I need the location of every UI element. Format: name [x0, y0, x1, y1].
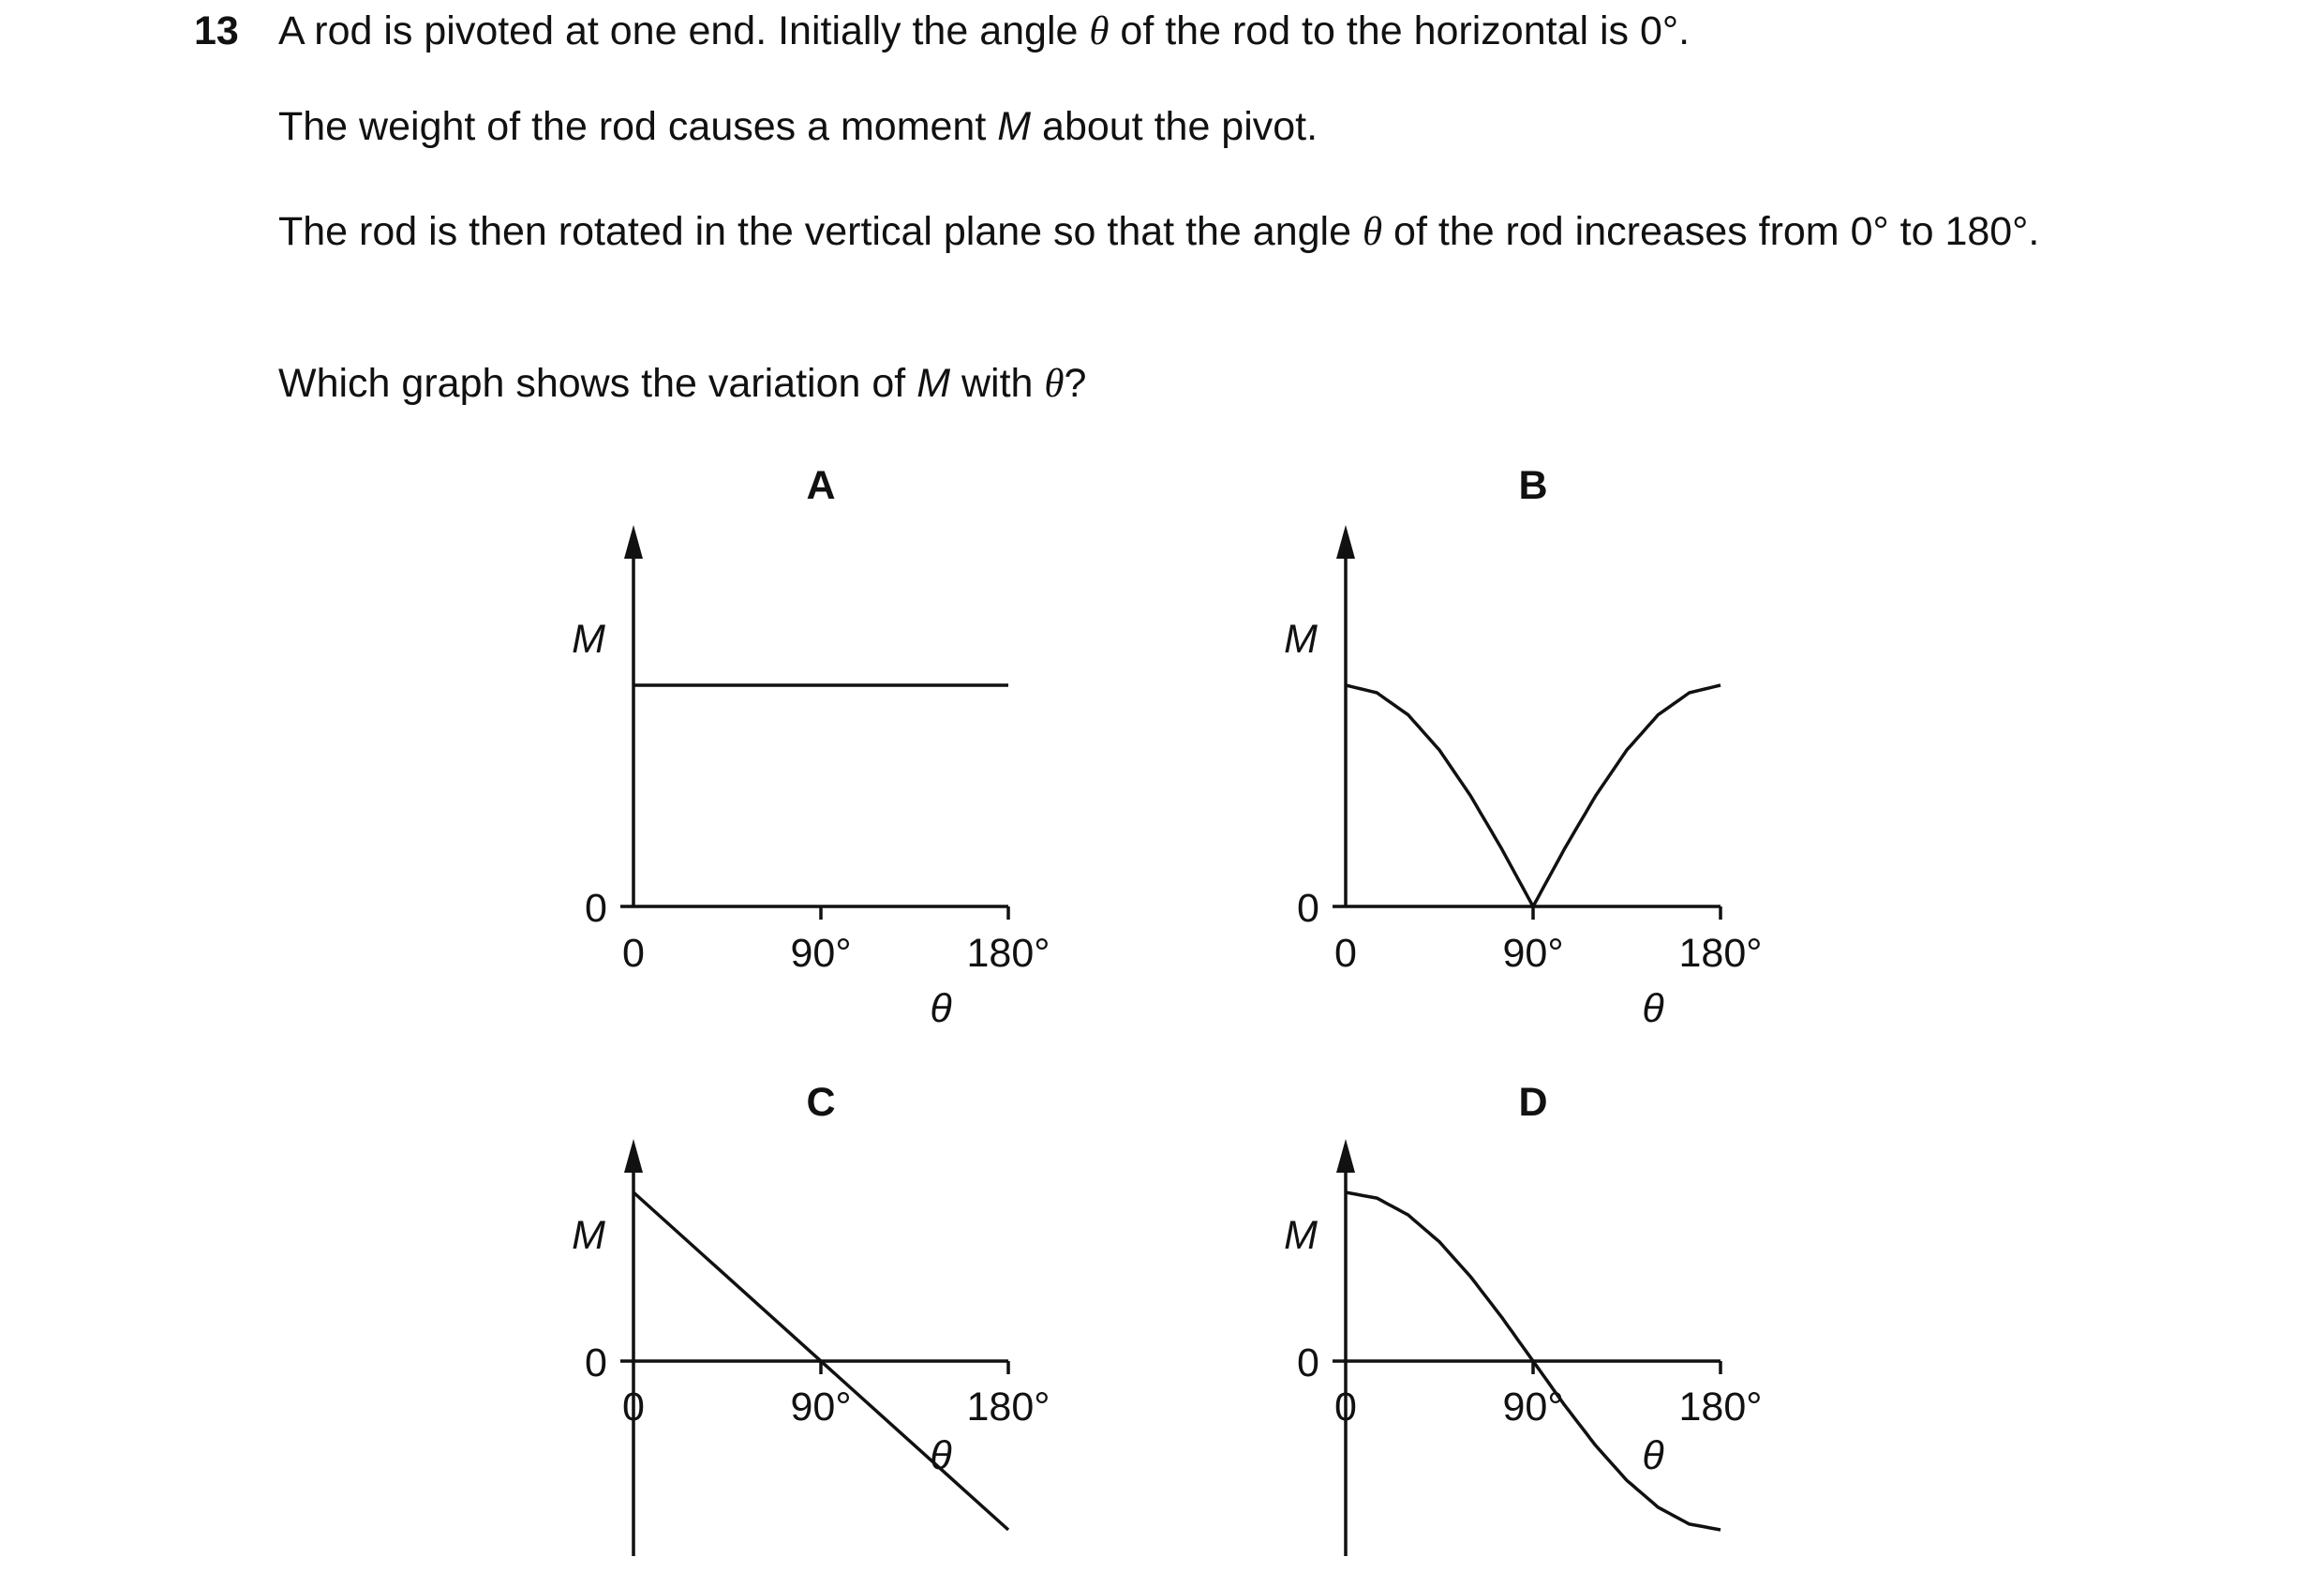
y-tick-label: 0 [1297, 1340, 1319, 1385]
moment-symbol: M [997, 104, 1032, 149]
y-axis-label: M [1284, 617, 1318, 662]
x-tick-label: 90° [790, 1385, 852, 1430]
y-axis-label: M [572, 617, 605, 662]
x-axis-label: θ [930, 986, 952, 1031]
question-prompt: Which graph shows the variation of M with θ? [278, 361, 1087, 406]
y-axis-arrow [624, 1139, 643, 1173]
y-tick-label: 0 [1297, 886, 1319, 931]
y-tick-label: 0 [585, 886, 607, 931]
moment-symbol: M [916, 361, 951, 406]
question-line-1: A rod is pivoted at one end. Initially the angle θ of the rod to the horizontal is 0°. [278, 8, 1691, 53]
x-tick-label: 180° [1678, 1385, 1763, 1430]
x-axis-label: θ [1642, 986, 1664, 1031]
y-axis-label: M [1284, 1213, 1318, 1258]
x-axis-label: θ [1642, 1433, 1664, 1478]
x-tick-label: 180° [966, 1385, 1050, 1430]
theta-symbol: θ [1362, 210, 1383, 254]
x-tick-label: 90° [1502, 1385, 1564, 1430]
y-axis-arrow [1336, 1139, 1355, 1173]
x-tick-label: 90° [1502, 931, 1564, 976]
x-tick-label: 0 [1334, 1385, 1357, 1430]
x-tick-label: 0 [622, 931, 645, 976]
graph-option-a [572, 463, 1050, 1031]
x-tick-label: 0 [1334, 931, 1357, 976]
theta-symbol: θ [1044, 362, 1065, 406]
x-tick-label: 180° [966, 931, 1050, 976]
question-line-2: The weight of the rod causes a moment M about the pivot. [278, 104, 1318, 149]
option-label: B [1518, 463, 1548, 508]
x-tick-label: 180° [1678, 931, 1763, 976]
question-line-3: The rod is then rotated in the vertical plane so that the angle θ of the rod increases from 0° to 180°. [278, 209, 2040, 254]
graph-option-d [1284, 1080, 1762, 1556]
option-label: A [806, 463, 836, 508]
y-axis-label: M [572, 1213, 605, 1258]
graph-option-b [1284, 463, 1762, 1031]
data-curve [1346, 685, 1721, 906]
option-label: C [806, 1080, 836, 1125]
x-tick-label: 90° [790, 931, 852, 976]
option-label: D [1518, 1080, 1548, 1125]
graph-option-c [572, 1080, 1050, 1556]
theta-symbol: θ [1089, 9, 1110, 53]
y-axis-arrow [624, 525, 643, 559]
y-tick-label: 0 [585, 1340, 607, 1385]
x-axis-label: θ [930, 1433, 952, 1478]
x-tick-label: 0 [622, 1385, 645, 1430]
y-axis-arrow [1336, 525, 1355, 559]
question-number: 13 [194, 8, 239, 53]
